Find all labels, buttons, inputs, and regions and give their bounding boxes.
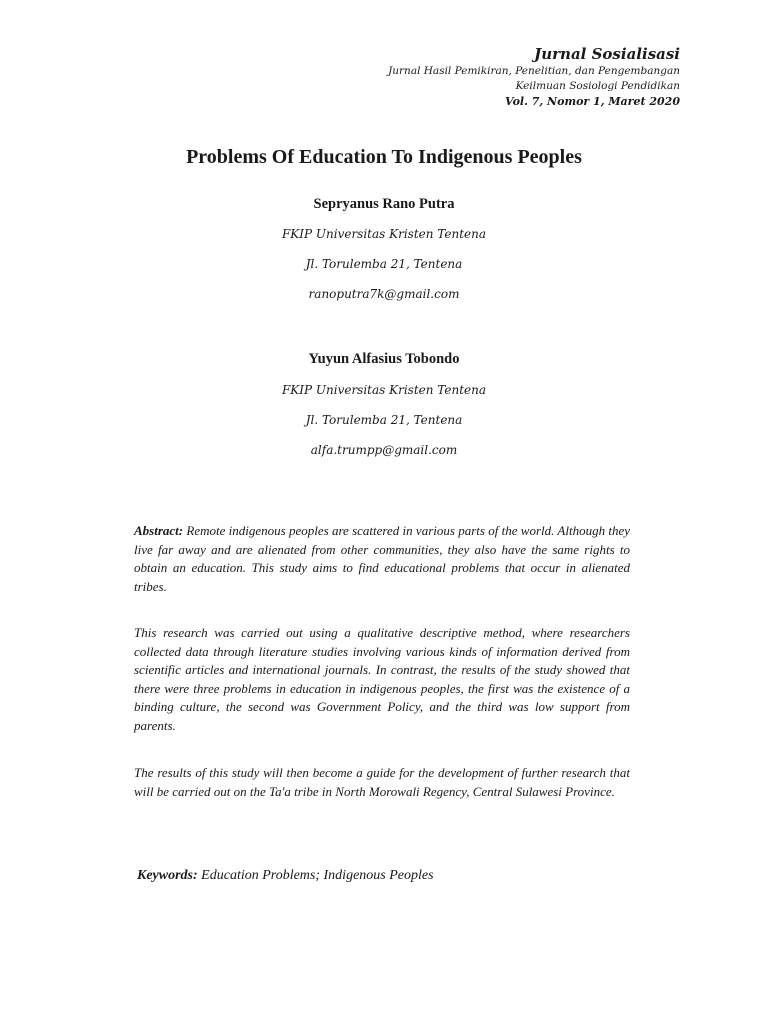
author-affiliation: FKIP Universitas Kristen Tentena: [281, 383, 487, 397]
author-affiliation: FKIP Universitas Kristen Tentena: [281, 227, 487, 241]
abstract-paragraph-1: [134, 522, 630, 596]
author-email: alfa.trumpp@gmail.com: [310, 443, 458, 457]
journal-volume: Vol. 7, Nomor 1, Maret 2020: [505, 95, 680, 108]
author-address: Jl. Torulemba 21, Tentena: [305, 257, 463, 271]
journal-subtitle-line2: Keilmuan Sosiologi Pendidikan: [515, 80, 680, 92]
author-name: Yuyun Alfasius Tobondo: [308, 351, 460, 367]
author-block-2: [0, 349, 768, 458]
journal-subtitle-line1: Jurnal Hasil Pemikiran, Penelitian, dan Pengembangan: [388, 65, 680, 77]
abstract-label: Abstract:: [134, 523, 184, 538]
author-address: Jl. Torulemba 21, Tentena: [305, 413, 463, 427]
paper-title: Problems Of Education To Indigenous Peoples: [186, 146, 582, 168]
keywords-value: Education Problems; Indigenous Peoples: [201, 868, 434, 883]
journal-header: [340, 44, 680, 110]
author-name: Sepryanus Rano Putra: [313, 196, 455, 212]
keywords-label: Keywords:: [137, 868, 198, 883]
abstract-paragraph-3: The results of this study will then become a guide for the development of further research that will be carried out on the Ta'a tribe in North Morowali Regency, Central Sulawesi Province.: [134, 765, 630, 799]
author-email: ranoputra7k@gmail.com: [308, 287, 460, 301]
abstract-text: Remote indigenous peoples are scattered in various parts of the world. Although they live far away and are alienated from other communities, they also have the same rights to obtain an education. This study aims to find educational problems that occur in alienated tribes.: [134, 523, 630, 594]
author-block-1: [0, 194, 768, 302]
keywords: [137, 868, 637, 884]
journal-name: Jurnal Sosialisasi: [534, 45, 680, 63]
abstract-paragraph-2: This research was carried out using a qualitative descriptive method, where researchers collected data through literature studies involving various kinds of information derived from scientific articles and international journals. In contrast, the results of the study showed that there were three problems in education in indigenous peoples, the first was the existence of a binding culture, the second was Government Policy, and the third was low support from parents.: [134, 625, 630, 733]
